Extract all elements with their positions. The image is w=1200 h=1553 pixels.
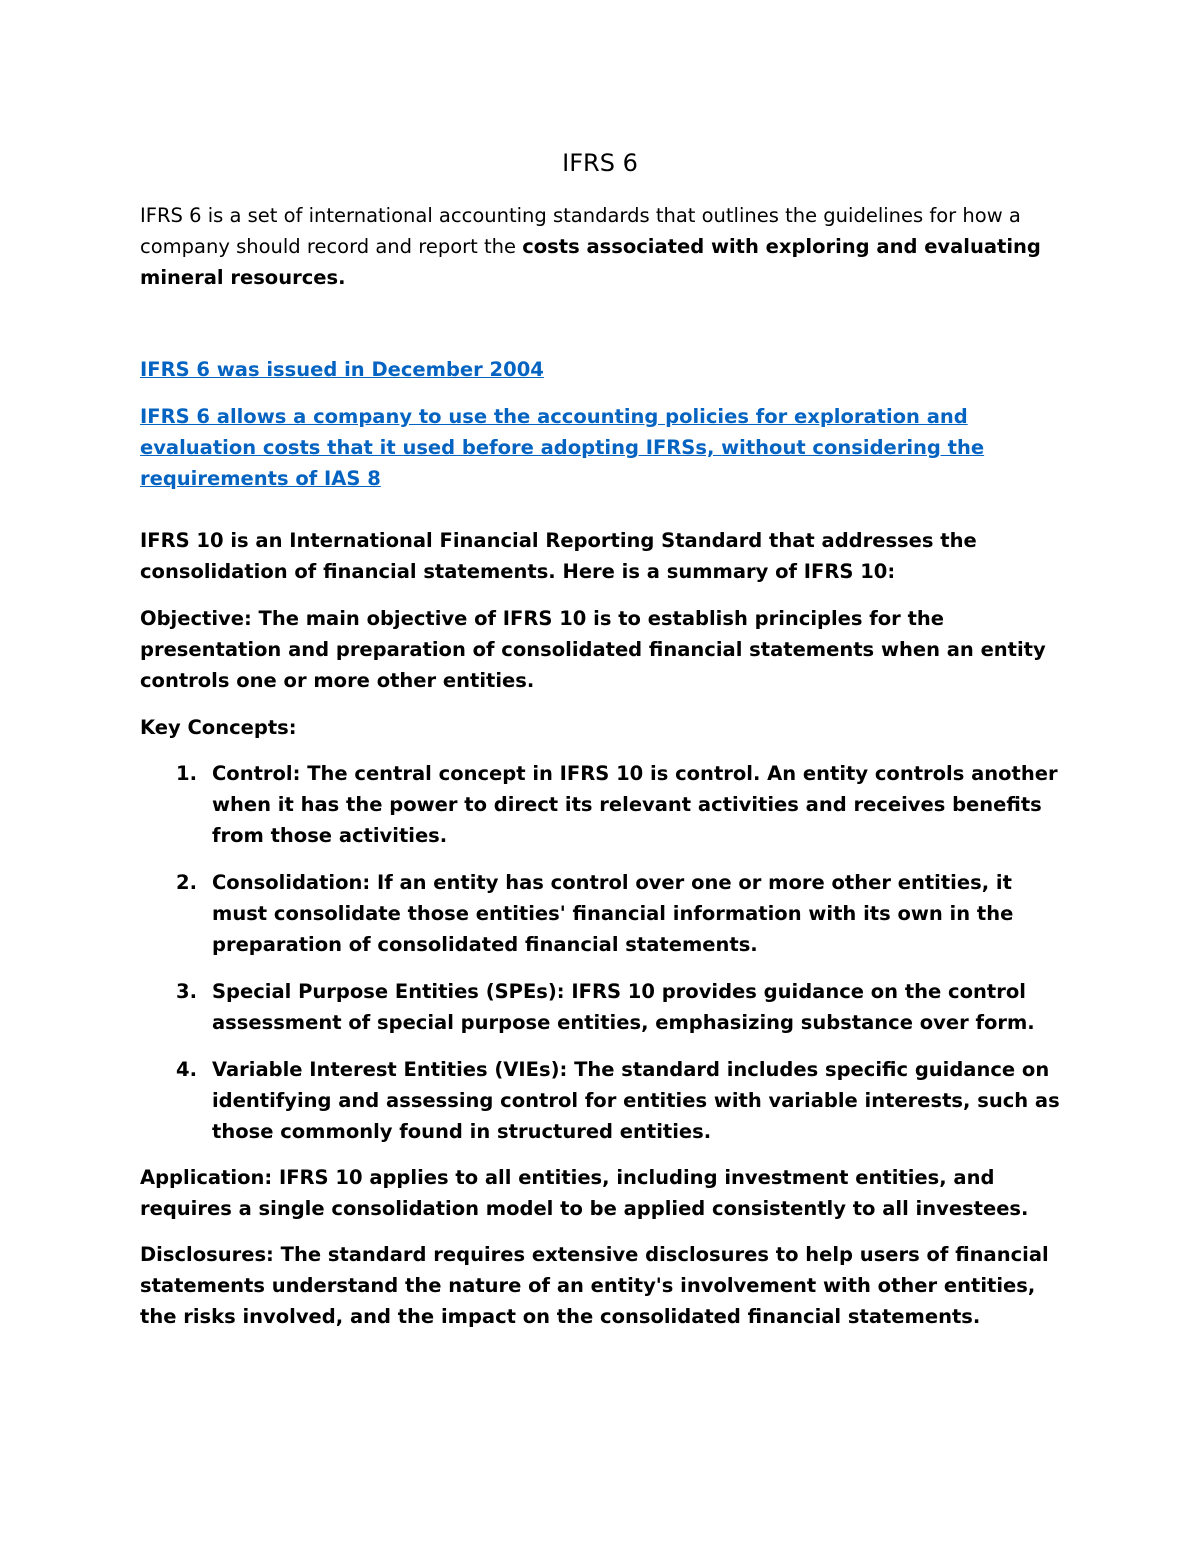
list-item-text: Special Purpose Entities (SPEs): IFRS 10 provides guidance on the control assessment of special purpose entities, emphasizing substance over form.	[212, 980, 1035, 1034]
disclosures-paragraph: Disclosures: The standard requires extensive disclosures to help users of financial statements understand the nature of an entity's involvement with other entities, the risks involved, and the impact on the consolidated financial statements.	[140, 1243, 1049, 1328]
intro-paragraph	[140, 200, 1060, 293]
objective-paragraph: Objective: The main objective of IFRS 10 is to establish principles for the presentation and preparation of consolidated financial statements when an entity controls one or more other entities.	[140, 607, 1046, 692]
accounting-policies-link[interactable]: IFRS 6 allows a company to use the accounting policies for exploration and evaluation costs that it used before adopting IFRSs, without considering the requirements of IAS 8	[140, 405, 985, 490]
key-concepts-heading: Key Concepts:	[140, 716, 297, 739]
list-item-number: 2.	[176, 871, 197, 894]
list-item-text: Variable Interest Entities (VIEs): The standard includes specific guidance on identifying and assessing control for entities with variable interests, such as those commonly found in structured entities.	[212, 1058, 1060, 1143]
ifrs10-summary-intro: IFRS 10 is an International Financial Reporting Standard that addresses the consolidation of financial statements. Here is a summary of IFRS 10:	[140, 529, 977, 583]
intro-bold-text: costs associated with exploring and evaluating mineral resources.	[140, 235, 1041, 289]
issued-date-link[interactable]: IFRS 6 was issued in December 2004	[140, 358, 544, 381]
list-item-number: 4.	[176, 1058, 197, 1081]
list-item-number: 1.	[176, 762, 197, 785]
list-item-text: Consolidation: If an entity has control over one or more other entities, it must consolidate those entities' financial information with its own in the preparation of consolidated financial statements.	[212, 871, 1014, 956]
list-item-number: 3.	[176, 980, 197, 1003]
intro-plain-text: IFRS 6 is a set of international accounting standards that outlines the guidelines for how a company should record and report the	[140, 204, 1021, 258]
policies-link-paragraph	[140, 401, 1060, 494]
list-item-text: Control: The central concept in IFRS 10 is control. An entity controls another when it has the power to direct its relevant activities and receives benefits from those activities.	[212, 762, 1058, 847]
document-title: IFRS 6	[562, 149, 638, 177]
application-paragraph: Application: IFRS 10 applies to all entities, including investment entities, and requires a single consolidation model to be applied consistently to all investees.	[140, 1166, 1029, 1220]
issued-link-paragraph	[140, 354, 1060, 385]
